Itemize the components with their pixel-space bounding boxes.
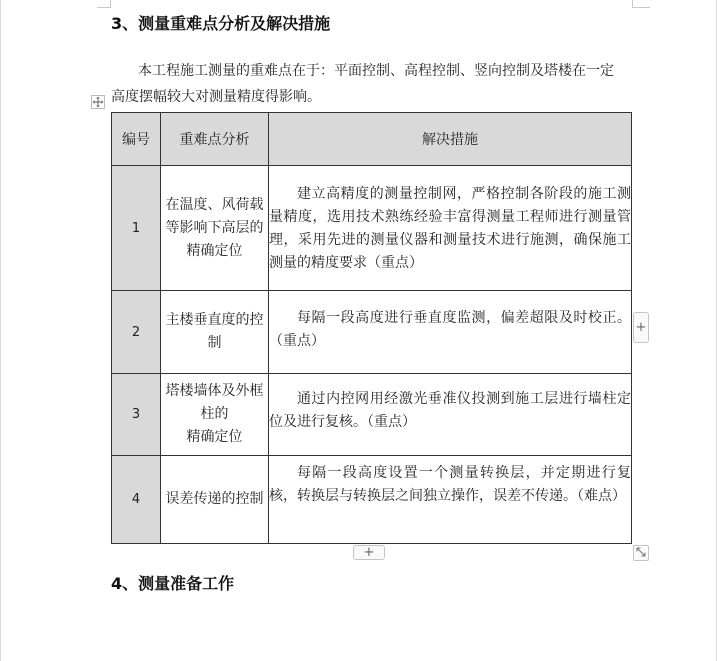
plus-icon: + bbox=[635, 320, 647, 335]
row-solution: 每隔一段高度设置一个测量转换层，并定期进行复核，转换层与转换层之间独立操作，误差不传递。（难点） bbox=[269, 456, 632, 544]
body-paragraph-line-1: 本工程施工测量的重难点在于：平面控制、高程控制、竖向控制及塔楼在一定 bbox=[138, 63, 614, 79]
table-row bbox=[112, 374, 632, 456]
row-difficulty: 在温度、风荷载等影响下高层的精确定位 bbox=[161, 166, 269, 291]
table-move-handle[interactable] bbox=[91, 95, 105, 109]
body-paragraph-line-2: 高度摆幅较大对测量精度得影响。 bbox=[111, 89, 321, 105]
margin-corner-mark-left bbox=[97, 0, 111, 8]
row-difficulty-line-2: 精确定位 bbox=[186, 429, 243, 445]
header-solution: 解决措施 bbox=[269, 113, 632, 166]
resize-icon bbox=[635, 546, 647, 558]
difficulty-analysis-table bbox=[111, 112, 632, 544]
section-heading-4: 4、测量准备工作 bbox=[111, 574, 235, 593]
table-resize-handle[interactable] bbox=[633, 545, 649, 561]
row-number: 1 bbox=[112, 166, 161, 291]
margin-corner-mark-right bbox=[632, 0, 650, 8]
row-number: 2 bbox=[112, 291, 161, 374]
page-edge-left bbox=[0, 0, 1, 661]
row-number: 4 bbox=[112, 456, 161, 544]
header-difficulty: 重难点分析 bbox=[161, 113, 269, 166]
plus-icon: + bbox=[363, 545, 375, 560]
row-difficulty: 主楼垂直度的控制 bbox=[161, 291, 269, 374]
row-difficulty: 误差传递的控制 bbox=[161, 456, 269, 544]
section-heading-3: 3、测量重难点分析及解决措施 bbox=[111, 14, 331, 33]
table-row bbox=[112, 291, 632, 374]
move-icon bbox=[92, 96, 104, 108]
row-number: 3 bbox=[112, 374, 161, 456]
add-column-button[interactable] bbox=[633, 312, 649, 343]
row-solution: 通过内控网用经激光垂准仪投测到施工层进行墙柱定位及进行复核。（重点） bbox=[269, 374, 632, 456]
row-difficulty-line-1: 塔楼墙体及外框柱的 bbox=[165, 383, 264, 422]
table-row bbox=[112, 456, 632, 544]
table-header-row bbox=[112, 113, 632, 166]
table-row bbox=[112, 166, 632, 291]
row-solution: 建立高精度的测量控制网，严格控制各阶段的施工测量精度，选用技术熟练经验丰富得测量工程师进行测量管理，采用先进的测量仪器和测量技术进行施测，确保施工测量的精度要求（重点） bbox=[269, 166, 632, 291]
header-number: 编号 bbox=[112, 113, 161, 166]
row-solution: 每隔一段高度进行垂直度监测，偏差超限及时校正。（重点） bbox=[269, 291, 632, 374]
row-difficulty bbox=[161, 374, 269, 456]
add-row-button[interactable] bbox=[353, 545, 385, 560]
